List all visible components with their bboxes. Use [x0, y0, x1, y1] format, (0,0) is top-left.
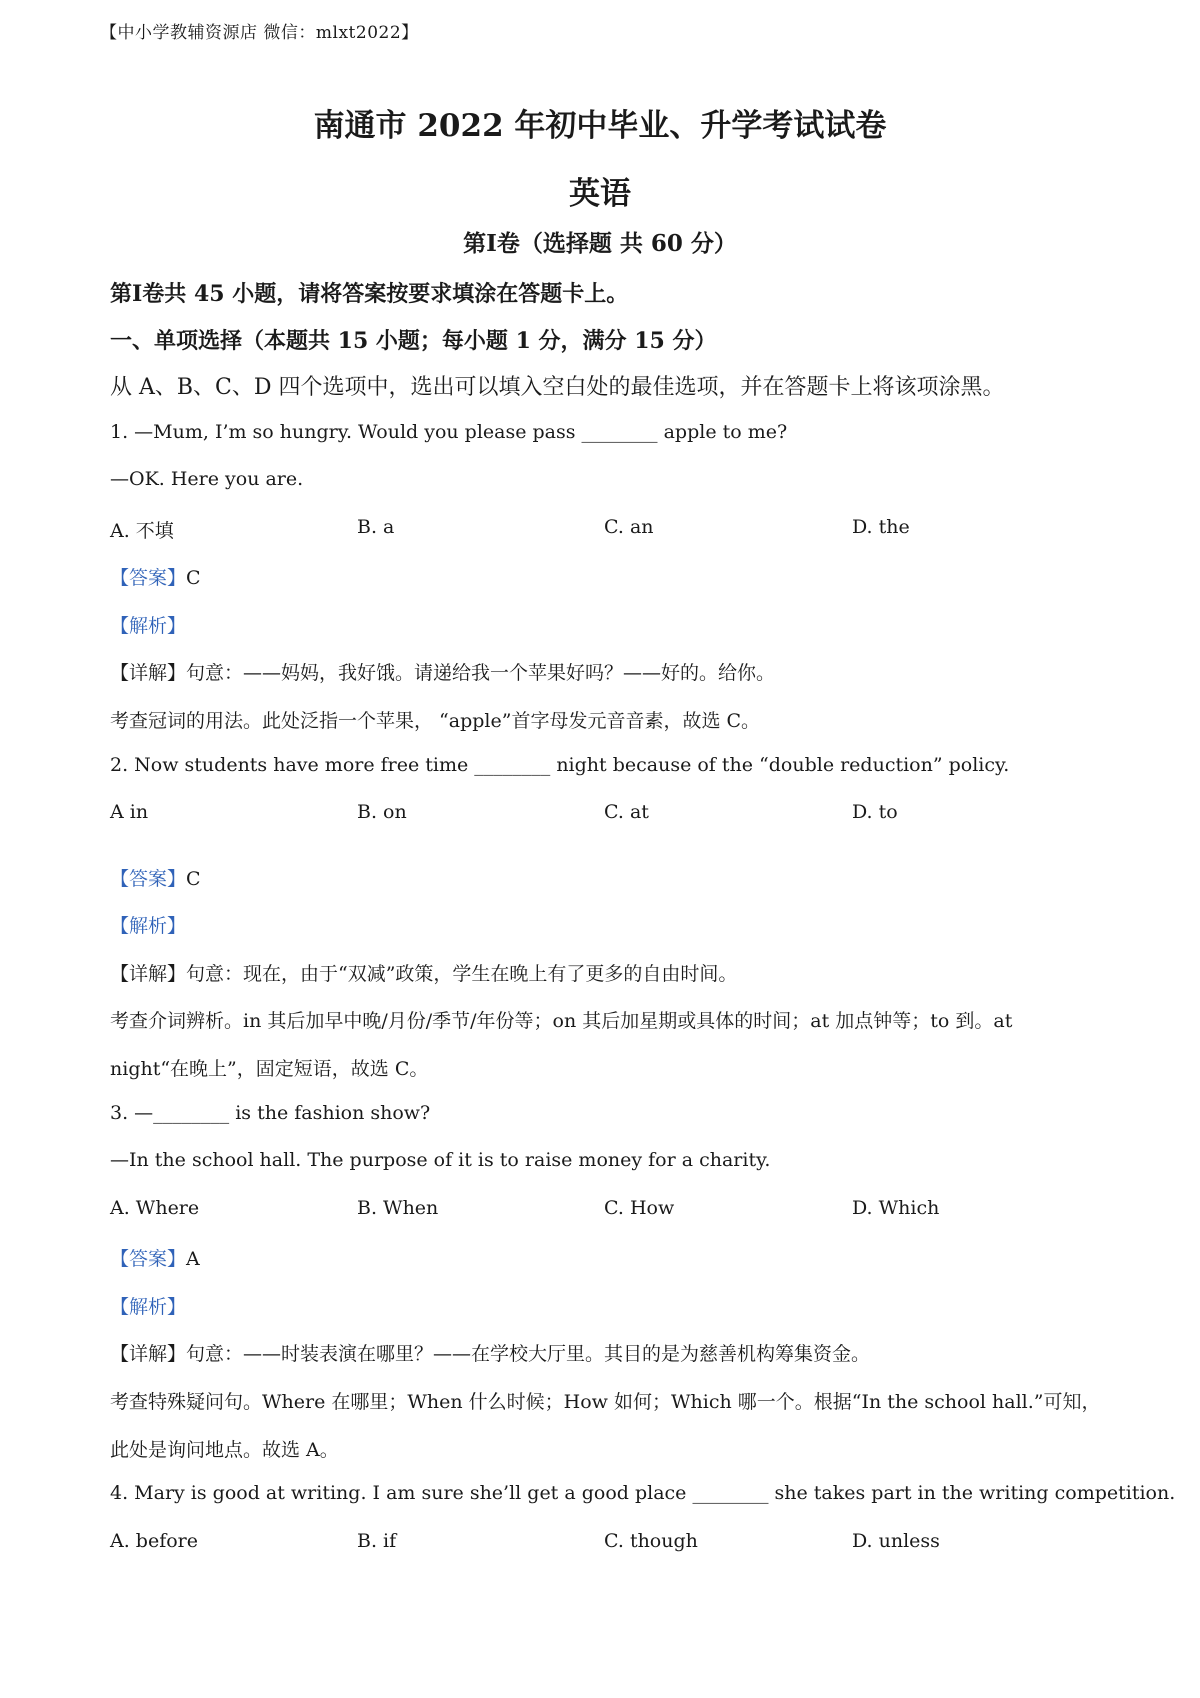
question-3-stem: 3. —________ is the fashion show? [110, 1102, 431, 1124]
question-3-explain-cont: 此处是询问地点。故选 A。 [110, 1439, 339, 1461]
section-heading: 一、单项选择（本题共 15 小题；每小题 1 分，满分 15 分） [110, 328, 717, 354]
question-4-stem: 4. Mary is good at writing. I am sure she’ll get a good place ________ she takes part in the writing competition. [110, 1482, 1176, 1504]
option-d: D. to [852, 801, 898, 823]
section-title: 第Ⅰ卷（选择题 共 60 分） [463, 230, 737, 257]
question-1-analysis-label: 【解析】 [110, 615, 187, 637]
question-2-stem: 2. Now students have more free time ________ night because of the “double reduction” policy. [110, 754, 1010, 776]
question-3-answer [110, 1244, 200, 1271]
option-a: A. Where [110, 1197, 200, 1219]
question-3-detail: 【详解】句意：——时装表演在哪里？——在学校大厅里。其目的是为慈善机构筹集资金。 [110, 1343, 871, 1365]
option-b: B. When [357, 1197, 439, 1219]
question-2-detail: 【详解】句意：现在，由于“双减”政策，学生在晚上有了更多的自由时间。 [110, 963, 738, 985]
option-a: A in [110, 801, 149, 823]
question-2-analysis-label: 【解析】 [110, 915, 187, 937]
option-d: D. unless [852, 1530, 940, 1552]
option-d: D. the [852, 516, 910, 538]
question-1-detail: 【详解】句意：——妈妈，我好饿。请递给我一个苹果好吗？——好的。给你。 [110, 662, 776, 684]
option-a: A. before [110, 1530, 199, 1552]
option-c: C. at [604, 801, 649, 823]
answer-label: 【答案】 [110, 868, 187, 890]
question-3-explain: 考查特殊疑问句。Where 在哪里；When 什么时候；How 如何；Which 哪一个。根据“In the school hall.”可知， [110, 1391, 1101, 1413]
answer-value: A [186, 1248, 200, 1270]
option-d: D. Which [852, 1197, 940, 1219]
option-c: C. though [604, 1530, 698, 1552]
question-1-stem: 1. —Mum, I’m so hungry. Would you please pass ________ apple to me? [110, 421, 788, 443]
answer-value: C [186, 567, 201, 589]
page-title: 南通市 2022 年初中毕业、升学考试试卷 [313, 108, 887, 144]
option-b: B. if [357, 1530, 397, 1552]
subject-title: 英语 [569, 176, 631, 212]
watermark: 【中小学教辅资源店 微信：mlxt2022】 [100, 23, 419, 43]
option-a: A. 不填 [110, 520, 174, 542]
question-3-reply: —In the school hall. The purpose of it is to raise money for a charity. [110, 1149, 771, 1171]
option-b: B. a [357, 516, 395, 538]
question-1-answer [110, 563, 201, 590]
answer-label: 【答案】 [110, 1248, 187, 1270]
option-c: C. an [604, 516, 654, 538]
answer-label: 【答案】 [110, 567, 187, 589]
question-1-explain: 考查冠词的用法。此处泛指一个苹果， “apple”首字母发元音音素，故选 C。 [110, 710, 761, 732]
option-c: C. How [604, 1197, 675, 1219]
question-3-analysis-label: 【解析】 [110, 1296, 187, 1318]
question-2-explain-cont: night“在晚上”，固定短语，故选 C。 [110, 1058, 429, 1080]
option-b: B. on [357, 801, 407, 823]
part-note: 第Ⅰ卷共 45 小题，请将答案按要求填涂在答题卡上。 [110, 281, 629, 307]
question-1-reply: —OK. Here you are. [110, 468, 304, 490]
instruction: 从 A、B、C、D 四个选项中，选出可以填入空白处的最佳选项，并在答题卡上将该项涂黑。 [110, 375, 1005, 400]
question-2-answer [110, 864, 201, 891]
answer-value: C [186, 868, 201, 890]
question-2-explain: 考查介词辨析。in 其后加早中晚/月份/季节/年份等；on 其后加星期或具体的时间；at 加点钟等；to 到。at [110, 1010, 1013, 1032]
